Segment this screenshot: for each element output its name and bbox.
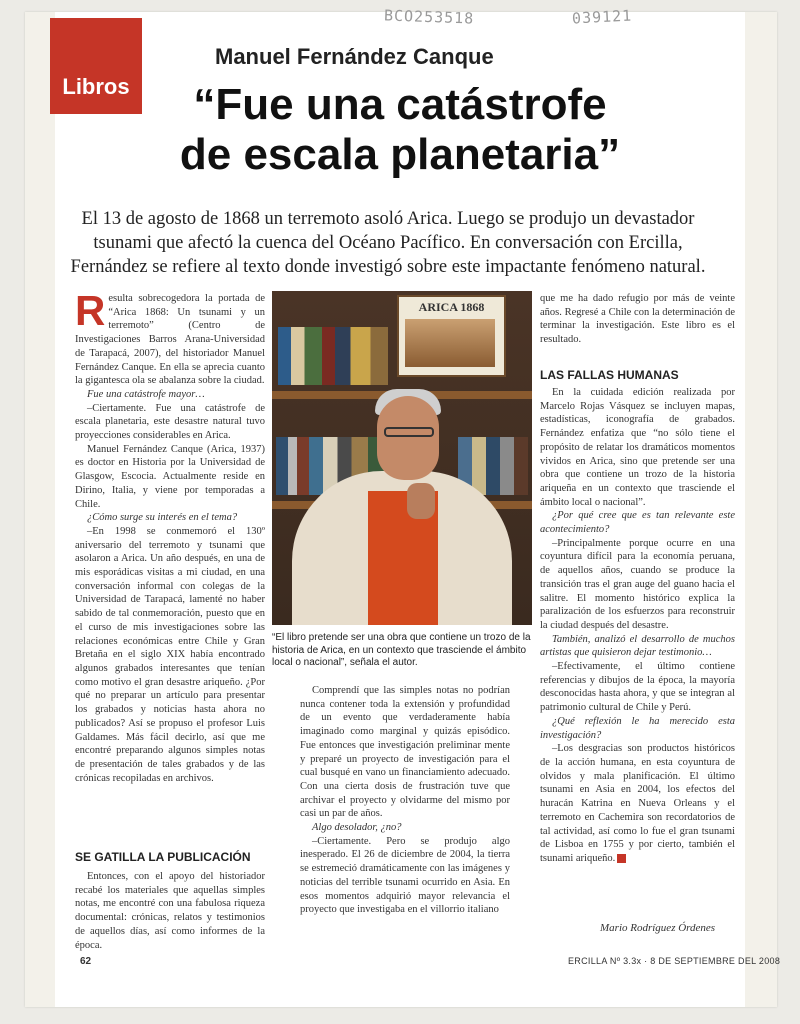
catalog-stamp: BCO253518 bbox=[383, 6, 475, 28]
number-stamp: 039121 bbox=[571, 6, 633, 28]
poster-title: ARICA 1868 bbox=[418, 300, 485, 314]
question: También, analizó el desarrollo de muchos artistas que quisieron dejar testimonio… bbox=[540, 633, 735, 659]
interviewee-name: Manuel Fernández Canque bbox=[215, 44, 494, 69]
page-number: 62 bbox=[80, 956, 92, 967]
books bbox=[278, 327, 388, 385]
author-photo bbox=[272, 291, 532, 625]
end-mark-icon bbox=[617, 854, 626, 863]
question: Algo desolador, ¿no? bbox=[312, 822, 402, 834]
column-3-top bbox=[540, 292, 735, 352]
headline-line-2: de escala planetaria” bbox=[179, 130, 621, 179]
column-1-bottom bbox=[75, 870, 265, 951]
headline-line-1: “Fue una catástrofe bbox=[193, 80, 607, 129]
lead-paragraph: El 13 de agosto de 1868 un terremoto asoló Arica. Luego se produjo un devastador tsunami que afectó la cuenca del Océano Pacífico. En conversación con Ercilla, Fernández se refiere al texto donde investigó sobre este impactante fenómeno natural. bbox=[70, 209, 706, 277]
column-3 bbox=[540, 386, 735, 906]
head bbox=[377, 396, 439, 480]
photo-caption: “El libro pretende ser una obra que contiene un trozo de la historia de Arica, en un contexto que trasciende el ámbito local o nacional”, señala el autor. bbox=[272, 632, 531, 668]
paragraph: –Principalmente porque ocurre en una coyuntura difícil para la economía peruana, de aquellos años, cuando se produce la transición tras el gran auge del guano hacia el salitre. El momento histórico explica la paralización de los esfuerzos para reconstruir la ciudad después del desastre. bbox=[540, 537, 735, 631]
paragraph: En la cuidada edición realizada por Marcelo Rojas Vásquez se incluyen mapas, estadísticas, iconografía de grabados. Fernández enfatiza que “no sólo tiene el propósito de relatar los dramáticos momentos vividos en Arica, sino que pretende ser una obra que contiene un trozo de la historia ariqueña en un contexto que trasciende el ámbito local o nacional”. bbox=[540, 387, 735, 508]
paragraph: –Efectivamente, el último contiene referencias y dibujos de la época, la mayoría desconocidas hasta ahora, y que se integran al patrimonio cultural de Chile y Perú. bbox=[540, 661, 735, 714]
section-tag bbox=[50, 18, 142, 114]
question: ¿Cómo surge su interés en el tema? bbox=[87, 512, 238, 524]
glasses bbox=[384, 427, 434, 437]
subheading-human-failures: LAS FALLAS HUMANAS bbox=[540, 368, 679, 382]
paragraph: que me ha dado refugio por más de veinte años. Regresé a Chile con la determinación de terminar la investigación. Este libro es el resultado. bbox=[540, 293, 735, 346]
paragraph: Manuel Fernández Canque (Arica, 1937) es doctor en Historia por la Universidad de Glasgow, Escocia. Actualmente reside en Dirino, Italia, y viene por temporadas a Chile. bbox=[75, 443, 265, 510]
section-label: Libros bbox=[62, 74, 130, 99]
issue-footer: ERCILLA Nº 3.3x · 8 DE SEPTIEMBRE DEL 2008 bbox=[568, 956, 781, 966]
poster-image bbox=[405, 319, 495, 367]
paragraph: –Los desgracias son productos históricos de la acción humana, en esta coyuntura de olvidos y mala planificación. El último tsunami en Asia en 2004, los efectos del huracán Katrina en Nueva Orleans y el terremoto en Cachemira son recordatorios de tal actividad, así como lo fue el gran tsunami de Lisboa en 1755 y por cierto, también el tsunami ariqueño. bbox=[540, 743, 735, 864]
column-2 bbox=[300, 684, 510, 940]
drop-cap: R bbox=[75, 287, 106, 334]
paragraph: –Ciertamente. Pero se produjo algo inesperado. El 26 de diciembre de 2004, la tierra se estremeció dramáticamente con las imágenes y noticias del terrible tsunami ocurrido en Asia. En esos momentos adquirió mayor relevancia el proyecto que investigaba en el villorrio italiano bbox=[300, 835, 510, 916]
paragraph: esulta sobrecogedora la portada de “Arica 1868: Un tsunami y un terremoto” (Centro de Investigaciones Barros Arana-Universidad de Tarapacá, 2007), del historiador Manuel Fernández Canque. En ella se aprecia cuanto la gigantesca ola se abalanza sobre la ciudad. bbox=[75, 293, 265, 387]
column-1 bbox=[75, 287, 265, 834]
question: ¿Por qué cree que es tan relevante este acontecimiento? bbox=[540, 510, 735, 536]
paragraph: Comprendí que las simples notas no podrían nunca contener toda la extensión y profundidad de un evento que verdaderamente había imaginado como marginal y quizás episódico. Fue entonces que investigación preliminar mente y preparé un proyecto de investigación para el cual busqué en vano un financiamiento adecuado. Con una cierta dosis de frustración tuve que archivar el proyecto y olvidarme del mismo por casi un par de años. bbox=[300, 685, 510, 820]
headline bbox=[140, 80, 660, 180]
question: ¿Qué reflexión le ha merecido esta investigación? bbox=[540, 715, 735, 741]
subheading-publication: SE GATILLA LA PUBLICACIÓN bbox=[75, 850, 251, 864]
hand bbox=[407, 483, 435, 519]
paragraph: –En 1998 se conmemoró el 130º aniversario del terremoto y tsunami que asolaron a Arica. Un año después, en una de mis esporádicas visitas a mi ciudad, en una conversación informal con colegas de la Universidad de Tarapacá, lamenté no haber sabido de tal conmemoración, puesto que en el curso de mis investigaciones sobre las relaciones económicas entre Chile y Gran Bretaña en el siglo XIX había encontrado algunos grabados interesantes que tenían como motivo el gran desastre ariqueño. ¿Por qué no preparar un artículo para presentar los grabados y noticias hasta ahora no publicados? Así se propuso el profesor Luis Galdames. Más fácil decirlo, así que me encontré preparando algunos simples notas de presentación de tales grabados y de las crónicas recopiladas en archivos. bbox=[75, 525, 265, 784]
question: Fue una catástrofe mayor… bbox=[87, 388, 205, 400]
byline-signature: Mario Rodríguez Órdenes bbox=[600, 922, 716, 934]
book-poster bbox=[397, 295, 506, 377]
paragraph: –Ciertamente. Fue una catástrofe de escala planetaria, este desastre natural tuvo proyecciones considerables en Arica. bbox=[75, 402, 265, 442]
paragraph: Entonces, con el apoyo del historiador recabé los materiales que aquellas simples notas, me encontré con una fabulosa riqueza documental: crónicas, relatos y testimonios de aquellos días, así como informes de la época. bbox=[75, 871, 265, 951]
